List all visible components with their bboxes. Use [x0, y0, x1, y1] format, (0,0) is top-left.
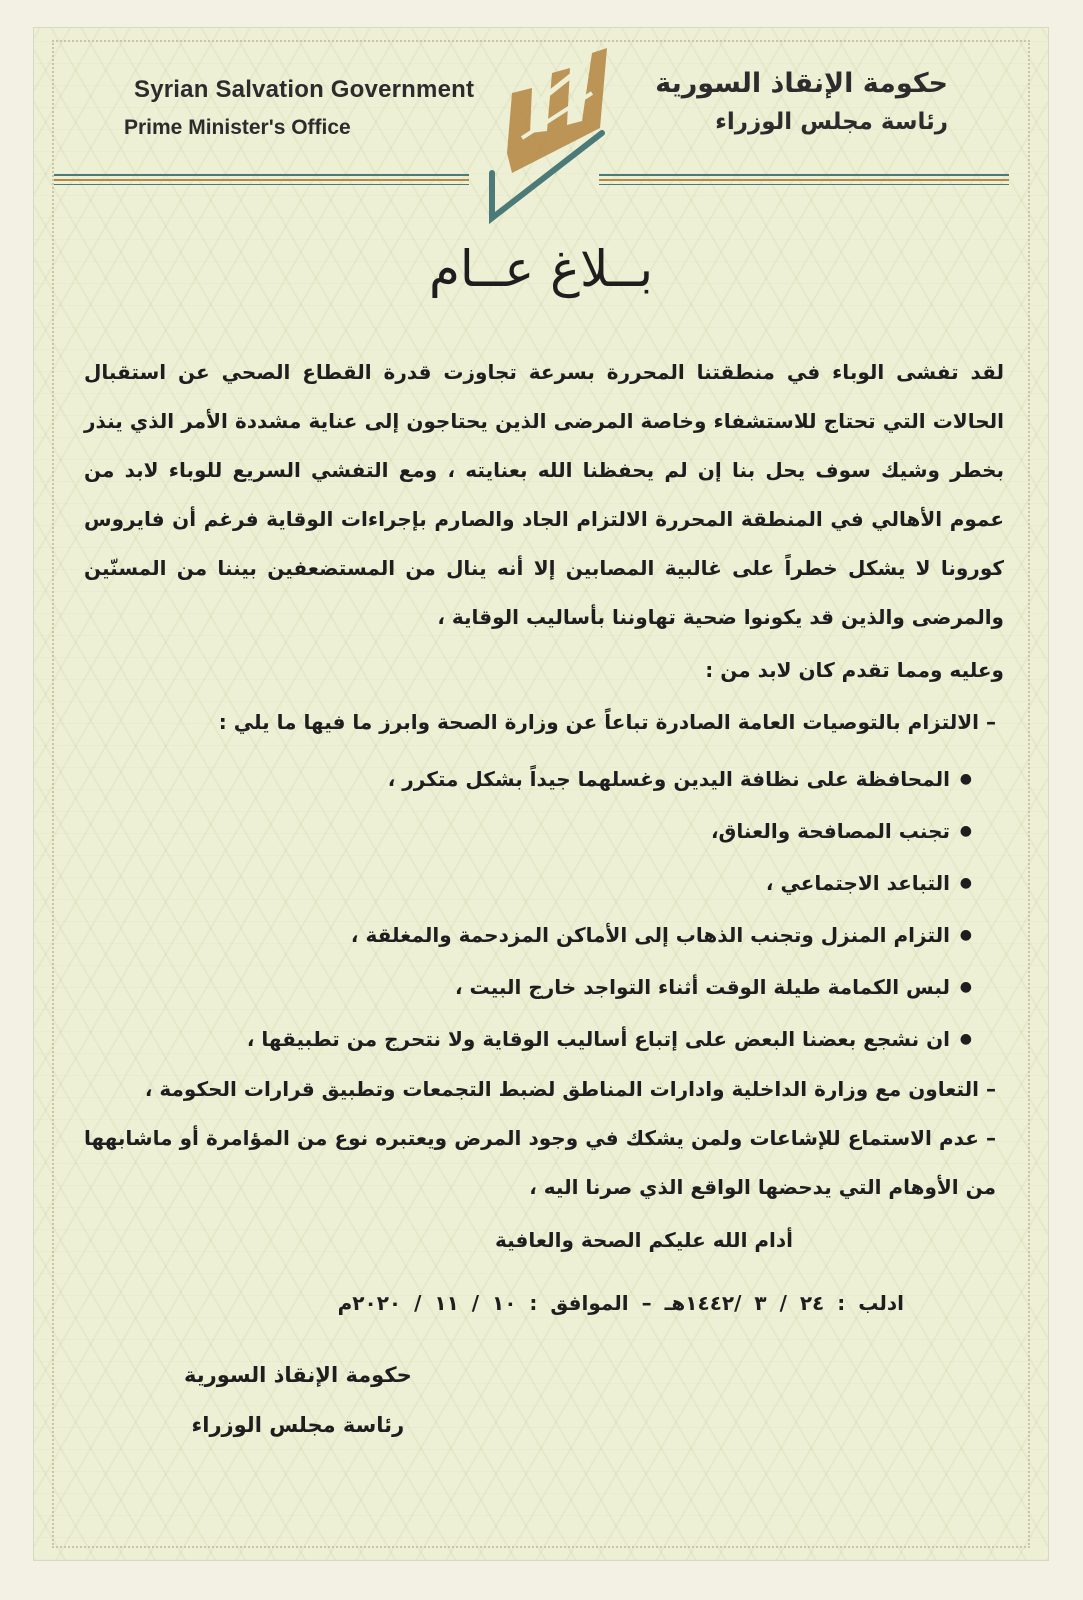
signature-office: رئاسة مجلس الوزراء — [191, 1413, 405, 1437]
header-rule-right — [599, 174, 1009, 186]
header-ar-government: حكومة الإنقاذ السورية — [655, 68, 948, 99]
document-title: بــلاغ عــام — [428, 240, 654, 298]
list-item: ● التباعد الاجتماعي ، — [84, 857, 972, 909]
header-arabic — [655, 68, 948, 135]
closing-blessing: أدام الله عليكم الصحة والعافية — [494, 1228, 794, 1252]
government-logo-icon — [452, 33, 612, 233]
date-line: ادلب : ٢٤ / ٣ /١٤٤٢هـ – الموافق : ١٠ / ١١ / ٢٠٢٠م — [337, 1291, 904, 1315]
header-english — [124, 76, 475, 140]
header-ar-office: رئاسة مجلس الوزراء — [715, 109, 948, 135]
list-item: ● ان نشجع بعضنا البعض على إتباع أساليب الوقاية ولا نتحرج من تطبيقها ، — [84, 1013, 972, 1065]
signature-block — [184, 1350, 412, 1450]
document-sheet — [34, 28, 1048, 1560]
recommendations-list — [84, 753, 1004, 1065]
header-en-government: Syrian Salvation Government — [134, 76, 475, 103]
list-item: ● المحافظة على نظافة اليدين وغسلهما جيداً بشكل متكرر ، — [84, 753, 972, 805]
recommendation-item-3: – عدم الاستماع للإشاعات ولمن يشكك في وجود المرض ويعتبره نوع من المؤامرة أو ماشابهها من الأوهام التي يدحضها الواقع الذي صرنا اليه ، — [84, 1114, 1004, 1212]
recommendation-item-2: – التعاون مع وزارة الداخلية وادارات المناطق لضبط التجمعات وتطبيق قرارات الحكومة ، — [84, 1065, 1004, 1114]
list-item: ● التزام المنزل وتجنب الذهاب إلى الأماكن المزدحمة والمغلقة ، — [84, 909, 972, 961]
list-item: ● لبس الكمامة طيلة الوقت أثناء التواجد خارج البيت ، — [84, 961, 972, 1013]
header-en-office: Prime Minister's Office — [124, 116, 351, 139]
intro-paragraph: لقد تفشى الوباء في منطقتنا المحررة بسرعة تجاوزت قدرة القطاع الصحي عن استقبال الحالات التي تحتاج للاستشفاء وخاصة المرضى الذين يحتاجون إلى عناية مشددة الأمر الذي ينذر بخطر وشيك سوف يحل بنا إن لم يحفظنا الله بعنايته ، ومع التفشي السريع للوباء لابد من عموم الأهالي في المنطقة المحررة الالتزام الجاد والصارم بإجراءات الوقاية فرغم أن فايروس كورونا لا يشكل خطراً على غالبية المصابين إلا أنه ينال من المستضعفين بيننا من المسنّين والمرضى والذين قد يكونوا ضحية تهاوننا بأساليب الوقاية ، — [84, 360, 1004, 629]
list-item: ● تجنب المصافحة والعناق، — [84, 805, 972, 857]
recommendation-item-1: – الالتزام بالتوصيات العامة الصادرة تباعاً عن وزارة الصحة وابرز ما فيها ما يلي : — [84, 698, 1004, 747]
signature-government: حكومة الإنقاذ السورية — [184, 1363, 412, 1387]
document-body — [84, 348, 1004, 1328]
lead-line: وعليه ومما تقدم كان لابد من : — [705, 658, 1004, 682]
header-rule-left — [54, 174, 469, 186]
